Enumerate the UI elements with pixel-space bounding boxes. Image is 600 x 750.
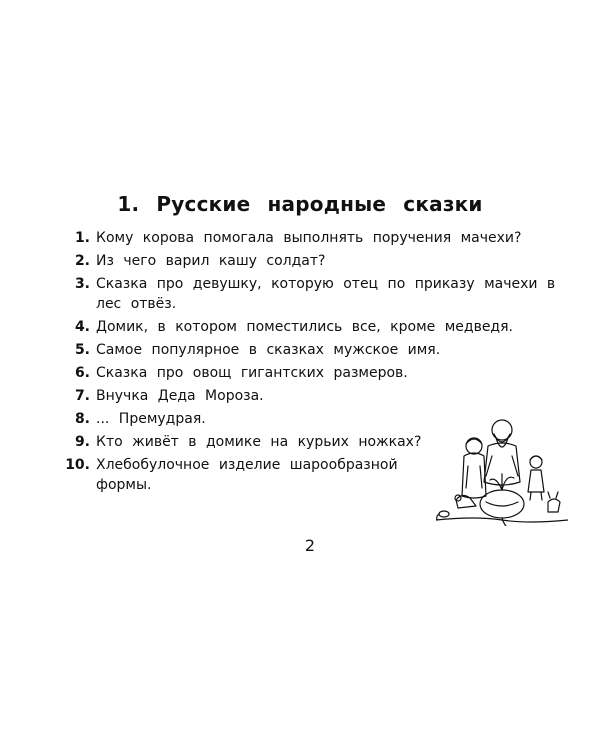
question-number: 8. [74, 411, 90, 427]
question-item [60, 340, 580, 360]
question-number: 6. [74, 365, 90, 381]
question-item [60, 228, 580, 248]
question-text: Сказка про овощ гигантских размеров. [96, 365, 408, 381]
question-text: Кто живёт в домике на курьих ножках? [96, 434, 422, 450]
question-number: 4. [74, 319, 90, 335]
question-number: 10. [65, 457, 90, 473]
turnip-fairytale-illustration [436, 416, 568, 526]
question-item [60, 317, 580, 337]
question-text: Домик, в котором поместились все, кроме медведя. [96, 319, 513, 335]
question-item [60, 251, 580, 271]
question-text: Самое популярное в сказках мужское имя. [96, 342, 441, 358]
question-number: 3. [74, 276, 90, 292]
question-text: Кому корова помогала выполнять поручения мачехи? [96, 230, 522, 246]
question-number: 5. [74, 342, 90, 358]
question-number: 9. [74, 434, 90, 450]
question-number: 7. [74, 388, 90, 404]
section-title: 1. Русские народные сказки [117, 192, 483, 216]
question-item [60, 363, 580, 383]
page-number: 2 [304, 536, 316, 555]
question-number: 1. [74, 230, 90, 246]
question-text: Хлебобулочное изделие шарообразной формы. [96, 457, 398, 493]
question-text: Из чего варил кашу солдат? [96, 253, 326, 269]
question-number: 2. [74, 253, 90, 269]
question-text: ... Премудрая. [96, 411, 206, 427]
question-item [60, 386, 580, 406]
question-text: Сказка про девушку, которую отец по приказу мачехи в лес отвёз. [96, 276, 556, 312]
question-text: Внучка Деда Мороза. [96, 388, 264, 404]
question-item [60, 274, 580, 314]
